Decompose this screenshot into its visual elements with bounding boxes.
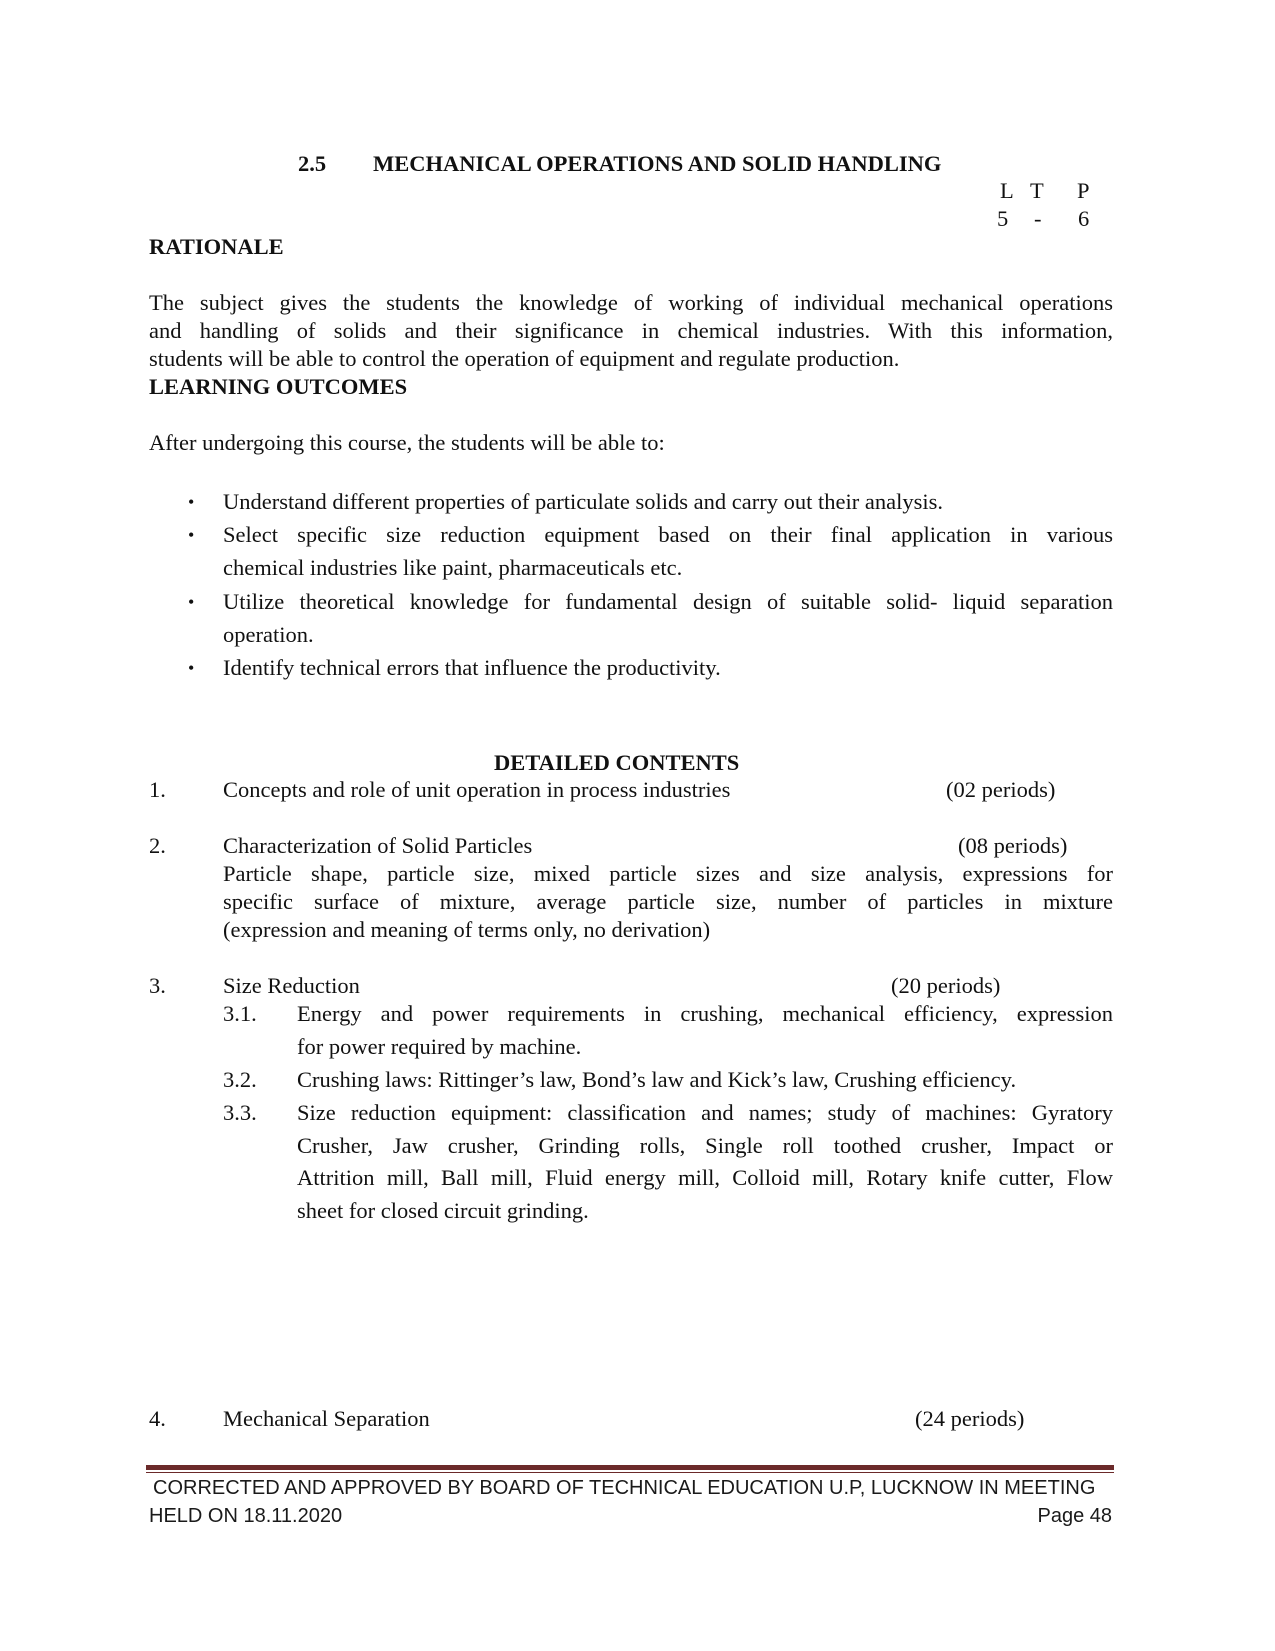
footer-approval-line-2: HELD ON 18.11.2020 xyxy=(149,1505,343,1527)
section-num: 2. xyxy=(149,833,166,858)
subsection-num: 3.3. xyxy=(223,1100,257,1125)
subsection-line: Attrition mill, Ball mill, Fluid energy mill, Colloid mill, Rotary knife cutter, Flow xyxy=(297,1165,1113,1190)
list-item-text: operation. xyxy=(223,622,314,647)
section-title: Mechanical Separation xyxy=(223,1406,430,1431)
page-title: MECHANICAL OPERATIONS AND SOLID HANDLING xyxy=(373,151,942,176)
bullet-icon: • xyxy=(188,525,195,545)
bullet-icon: • xyxy=(188,592,195,612)
ltp-value-t: - xyxy=(1034,206,1042,231)
section-periods: (20 periods) xyxy=(891,973,1001,998)
footer-approval-line-1: CORRECTED AND APPROVED BY BOARD OF TECHNICAL EDUCATION U.P, LUCKNOW IN MEETING xyxy=(153,1477,1096,1499)
section-periods: (02 periods) xyxy=(946,777,1056,802)
subsection-num: 3.1. xyxy=(223,1001,257,1026)
bullet-icon: • xyxy=(188,492,195,512)
list-item-text: Utilize theoretical knowledge for fundamental design of suitable solid- liquid separation xyxy=(223,589,1113,614)
detailed-contents-heading: DETAILED CONTENTS xyxy=(494,750,740,775)
subsection-line: for power required by machine. xyxy=(297,1034,582,1059)
section-num: 1. xyxy=(149,777,166,802)
ltp-value-l: 5 xyxy=(997,206,1009,231)
list-item-text: Select specific size reduction equipment based on their final application in various xyxy=(223,522,1113,547)
ltp-header-l: L xyxy=(1000,178,1014,203)
subsection-line: Crusher, Jaw crusher, Grinding rolls, Single roll toothed crusher, Impact or xyxy=(297,1133,1113,1158)
section-body-line: Particle shape, particle size, mixed particle sizes and size analysis, expressions for xyxy=(223,861,1113,886)
section-body-line: (expression and meaning of terms only, no derivation) xyxy=(223,917,711,942)
section-periods: (24 periods) xyxy=(915,1406,1025,1431)
subsection-line: sheet for closed circuit grinding. xyxy=(297,1198,589,1223)
outcomes-intro: After undergoing this course, the students will be able to: xyxy=(149,430,665,455)
page-number: Page 48 xyxy=(1037,1505,1112,1527)
ltp-value-p: 6 xyxy=(1078,206,1090,231)
ltp-header-t: T xyxy=(1030,178,1044,203)
learning-outcomes-heading: LEARNING OUTCOMES xyxy=(149,374,408,399)
rationale-heading: RATIONALE xyxy=(149,234,284,259)
rationale-line: The subject gives the students the knowledge of working of individual mechanical operations xyxy=(149,290,1113,315)
section-body-line: specific surface of mixture, average particle size, number of particles in mixture xyxy=(223,889,1113,914)
footer-rule xyxy=(146,1465,1114,1470)
bullet-icon: • xyxy=(188,658,195,678)
section-num: 3. xyxy=(149,973,166,998)
list-item-text: Identify technical errors that influence the productivity. xyxy=(223,655,721,680)
rationale-line: students will be able to control the operation of equipment and regulate production. xyxy=(149,346,900,371)
section-periods: (08 periods) xyxy=(958,833,1068,858)
footer-rule-thin xyxy=(146,1472,1114,1473)
section-number: 2.5 xyxy=(298,151,327,176)
subsection-line: Size reduction equipment: classification and names; study of machines: Gyratory xyxy=(297,1100,1113,1125)
section-title: Concepts and role of unit operation in process industries xyxy=(223,777,731,802)
ltp-header-p: P xyxy=(1077,178,1090,203)
subsection-line: Crushing laws: Rittinger’s law, Bond’s law and Kick’s law, Crushing efficiency. xyxy=(297,1067,1017,1092)
list-item-text: chemical industries like paint, pharmaceuticals etc. xyxy=(223,555,683,580)
section-title: Characterization of Solid Particles xyxy=(223,833,533,858)
subsection-line: Energy and power requirements in crushing, mechanical efficiency, expression xyxy=(297,1001,1113,1026)
rationale-line: and handling of solids and their significance in chemical industries. With this information, xyxy=(149,318,1113,343)
section-num: 4. xyxy=(149,1406,166,1431)
subsection-num: 3.2. xyxy=(223,1067,257,1092)
section-title: Size Reduction xyxy=(223,973,360,998)
list-item-text: Understand different properties of particulate solids and carry out their analysis. xyxy=(223,489,943,514)
